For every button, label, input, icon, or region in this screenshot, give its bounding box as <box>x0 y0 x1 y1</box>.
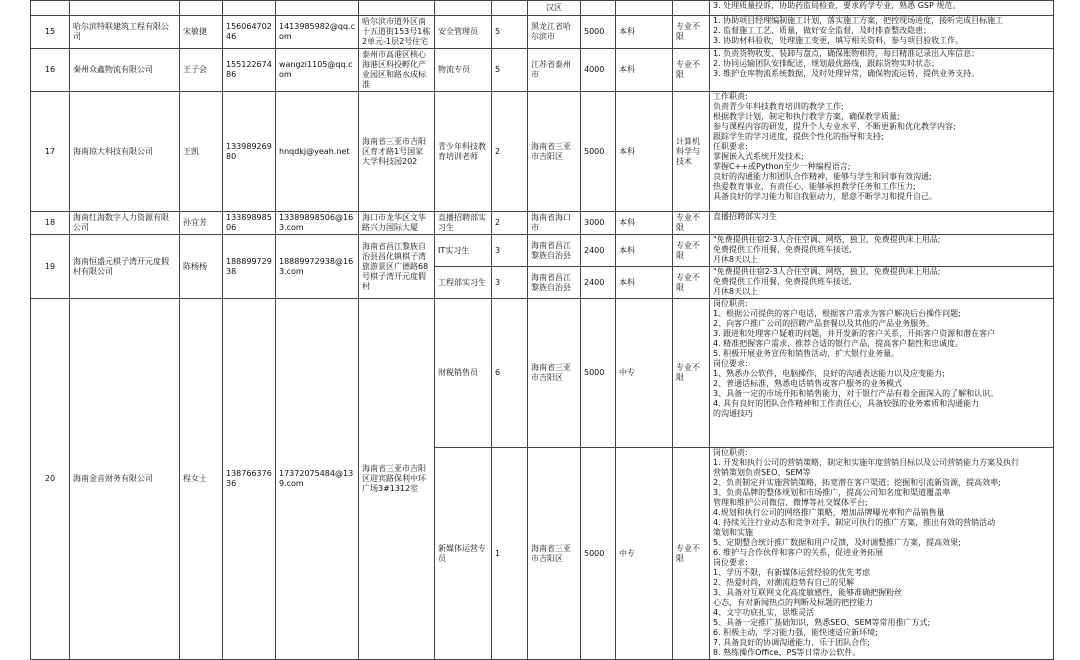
salary: 5000 <box>581 299 616 448</box>
position-count: 2 <box>492 92 528 212</box>
salary: 2400 <box>581 267 616 299</box>
requirement-line: 掌握嵌入式系统开发技术; <box>713 152 804 161</box>
major: 专业不限 <box>673 49 710 92</box>
requirement-line: 岗位职责: <box>713 448 748 457</box>
requirement-line: 免费提供工作用餐，免费提供班车接送, <box>713 245 852 254</box>
major: 专业不限 <box>673 16 710 49</box>
requirements-text <box>713 299 1050 419</box>
requirement-line: 4、文字功底扎实，思维灵活 <box>713 608 815 617</box>
contact-name: 孙宜芳 <box>180 212 223 235</box>
position-title: 物流专员 <box>435 49 492 92</box>
requirement-line: 负责青少年科技教育培训的教学工作; <box>713 102 844 111</box>
work-location: 海南省三亚市吉阳区 <box>528 299 581 448</box>
phone-number: 13398926980 <box>223 92 276 212</box>
company-address: 海口市龙华区文华路兴力国际大厦 <box>359 212 435 235</box>
requirement-line: 3. 维护仓库物流系统数据，及时处理异常，确保物流运转，提供业务支持。 <box>713 69 980 78</box>
requirement-line: 根据教学计划，制定和执行教学方案，确保教学质量; <box>713 112 900 121</box>
requirement-line: 心态，有对新闻热点的判断及标题的把控能力 <box>713 598 873 607</box>
requirements-text <box>713 212 1050 222</box>
requirements-cell <box>710 299 1054 448</box>
table-row-partial <box>31 1 1054 16</box>
company-name: 海南琼大科技有限公司 <box>70 92 180 212</box>
contact-name: 宋敏捷 <box>180 16 223 49</box>
table-row <box>31 212 1054 235</box>
position-title: 新媒体运营专员 <box>435 448 492 660</box>
salary: 4000 <box>581 49 616 92</box>
requirements-cell <box>710 448 1054 660</box>
position-title: 工程部实习生 <box>435 267 492 299</box>
table-row <box>31 235 1054 267</box>
email-address: 18889972938@163.com <box>276 235 359 299</box>
position-count: 5 <box>492 49 528 92</box>
requirements-text <box>713 448 1050 658</box>
requirement-line: 管理和维护公司微信、微博等社交媒体平台; <box>713 498 868 507</box>
position-count: 6 <box>492 299 528 448</box>
salary: 5000 <box>581 92 616 212</box>
requirement-line: 2、热爱时尚，对潮流趋势有自己的见解 <box>713 578 855 587</box>
table-row <box>31 16 1054 49</box>
major: 专业不限 <box>673 235 710 267</box>
major: 专业不限 <box>673 212 710 235</box>
requirements-cell <box>710 1 1054 16</box>
major: 专业不限 <box>673 448 710 660</box>
major: 专业不限 <box>673 299 710 448</box>
salary: 3000 <box>581 212 616 235</box>
requirements-text <box>713 235 1050 265</box>
requirement-line: 营销策划负责SEO、SEM等 <box>713 468 811 477</box>
requirement-line: 5、具备一定推广基础知识，熟悉SEO、SEM等常用推广方式; <box>713 618 931 627</box>
requirement-line: 3、具备对互联网文化高度敏感性，能够准确把握粉丝 <box>713 588 903 597</box>
work-location: 海南省三亚市吉阳区 <box>528 92 581 212</box>
location-cell: 汉区 <box>528 1 581 16</box>
email-address: hnqdkj@yeah.net <box>276 92 359 212</box>
phone-number: 15512267486 <box>223 49 276 92</box>
requirement-line: 1. 负责货物收发、装卸与盘点，确保账物相符，每日精准记录出入库信息； <box>713 49 980 58</box>
requirement-line: 7. 具备良好的协调沟通能力，乐于团队合作; <box>713 638 870 647</box>
requirements-cell <box>710 92 1054 212</box>
requirement-line: 5、定期整合统计推广数据和用户反馈，及时调整推广方案，提高效果; <box>713 538 961 547</box>
requirement-line: 岗位要求: <box>713 359 748 368</box>
company-name: 海南金音财务有限公司 <box>70 299 180 660</box>
requirement-line: 8. 熟练操作Office、PS等日常办公软件。 <box>713 648 861 657</box>
phone-number: 13876637636 <box>223 299 276 660</box>
requirement-line: 3. 处理质量投诉，协助药监局检查，要求药学专业，熟悉 GSP 规范。 <box>713 1 961 10</box>
position-title: IT实习生 <box>435 235 492 267</box>
company-address: 海南省昌江黎族自治县昌化镇棋子湾旅游景区广德路68号棋子湾开元度假村 <box>359 235 435 299</box>
company-address: 海南省三亚市吉阳区迎宾路保利中环广场3#1312室 <box>359 299 435 660</box>
contact-name: 陈杨杨 <box>180 235 223 299</box>
requirements-text <box>713 267 1050 297</box>
requirement-line: "免费提供住宿2-3人合住空调、网络、独卫，免费提供床上用品; <box>713 267 941 276</box>
work-location: 海南省昌江黎族自治县 <box>528 267 581 299</box>
position-count: 3 <box>492 267 528 299</box>
education: 本科 <box>616 92 673 212</box>
education: 中专 <box>616 448 673 660</box>
requirement-line: 3、具备一定的市场开拓和销售能力，对于银行产品有着全面深入的了解和认识。 <box>713 389 999 398</box>
company-name: 秦州众鑫物流有限公司 <box>70 49 180 92</box>
work-location: 江苏省泰州市 <box>528 49 581 92</box>
work-location: 海南省昌江黎族自治县 <box>528 235 581 267</box>
requirement-line: 免费提供工作用餐，免费提供班车接送, <box>713 277 852 286</box>
row-number: 20 <box>31 299 70 660</box>
requirements-text <box>713 1 1050 11</box>
requirement-line: 岗位职责: <box>713 299 748 308</box>
position-count: 2 <box>492 212 528 235</box>
requirement-line: 2. 监督施工工艺、质量，做好安全监督，及时排查整改隐患； <box>713 26 932 35</box>
salary: 5000 <box>581 448 616 660</box>
requirements-text <box>713 16 1050 46</box>
company-address: 哈尔滨市道外区南十五道街153号1栋2单元-1层2号住宅 <box>359 16 435 49</box>
education: 本科 <box>616 49 673 92</box>
row-number: 17 <box>31 92 70 212</box>
requirement-line: 热爱教育事业，有责任心，能够承担教学任务和工作压力; <box>713 182 916 191</box>
requirement-line: 4.规划和执行公司的网络推广策略，增加品牌曝光率和产品销售量 <box>713 508 945 517</box>
requirement-line: 跟踪学生的学习进度，提供个性化的指导和支持; <box>713 132 884 141</box>
salary: 2400 <box>581 235 616 267</box>
requirement-line: 4. 精准把握客户需求，推荐合适的银行产品，提高客户黏性和忠诚度。 <box>713 339 964 348</box>
requirement-line: 6. 维护与合作伙伴和客户的关系，促进业务拓展 <box>713 548 884 557</box>
education: 本科 <box>616 235 673 267</box>
requirement-line: 策划和实施 <box>713 528 753 537</box>
requirement-line: 4. 持续关注行业动态和竞争对手，制定可执行的推广方案，推出有效的营销活动 <box>713 518 996 527</box>
requirement-line: 1、熟悉办公软件，电脑操作，良好的沟通表达能力以及应变能力; <box>713 369 945 378</box>
position-title: 财税销售员 <box>435 299 492 448</box>
table-row <box>31 49 1054 92</box>
requirement-line: 掌握C++或Python至少一种编程语言; <box>713 162 851 171</box>
email-address: 17372075484@139.com <box>276 299 359 660</box>
requirement-line: 4. 具有良好的团队合作精神和工作责任心，具备较强的业务素质和沟通能力 <box>713 399 980 408</box>
major: 计算机科学与技术 <box>673 92 710 212</box>
requirements-text <box>713 49 1050 79</box>
major: 专业不限 <box>673 267 710 299</box>
company-name: 海南红海数字人力资源有限公司 <box>70 212 180 235</box>
requirement-line: 1. 开发和执行公司的营销策略，制定和实施年度营销目标以及公司营销能力方案及执行 <box>713 458 1020 467</box>
requirements-cell <box>710 267 1054 299</box>
requirement-line: 2、负责制定并实施营销策略，拓宽潜在客户渠道；挖掘和引流新资源，提高效率; <box>713 478 1001 487</box>
requirement-line: 任职要求: <box>713 142 748 151</box>
requirement-line: 2. 协同运输团队安排配送，规划最优路线，跟踪货物实时状态； <box>713 59 940 68</box>
contact-name: 程女士 <box>180 299 223 660</box>
salary: 5000 <box>581 16 616 49</box>
recruitment-table <box>30 0 1054 660</box>
requirement-line: 3、负责品牌的整体规划和市场推广，提高公司知名度和渠道覆盖率 <box>713 488 951 497</box>
requirement-line: 3. 协助材料验收，处理施工变更，填写相关资料，参与项目验收工作。 <box>713 36 964 45</box>
contact-name: 王凯 <box>180 92 223 212</box>
row-number: 16 <box>31 49 70 92</box>
requirement-line: 良好的沟通能力和团队合作精神，能够与学生和同事有效沟通; <box>713 172 932 181</box>
education: 中专 <box>616 299 673 448</box>
requirement-line: 6. 积极主动，学习能力强，能快速适应新环境; <box>713 628 878 637</box>
education: 本科 <box>616 212 673 235</box>
phone-number: 13389898506 <box>223 212 276 235</box>
education: 本科 <box>616 16 673 49</box>
requirement-line: 5. 积极开展业务宣传和销售活动，扩大银行业务量。 <box>713 349 900 358</box>
phone-number: 15606470246 <box>223 16 276 49</box>
requirement-line: 具备良好的学习能力和自我驱动力，愿意不断学习和提升自己。 <box>713 192 937 201</box>
requirements-cell <box>710 235 1054 267</box>
requirements-text <box>713 92 1050 202</box>
row-number: 19 <box>31 235 70 299</box>
requirement-line: 工作职责: <box>713 92 748 101</box>
email-address: wangzi1105@qq.com <box>276 49 359 92</box>
requirements-cell <box>710 16 1054 49</box>
requirement-line: 1、学历不限，有新媒体运营经验的优先考虑 <box>713 568 871 577</box>
requirement-line: 2、向客户推广公司的招聘产品套餐以及其他的产品业务服务。 <box>713 319 935 328</box>
requirement-line: 参与课程内容的研发，提升个人专业水平，不断更新和优化教学内容; <box>713 122 956 131</box>
work-location: 黑龙江省哈尔滨市 <box>528 16 581 49</box>
contact-name: 王子会 <box>180 49 223 92</box>
requirement-line: 月休8天以上 <box>713 287 759 296</box>
row-number: 18 <box>31 212 70 235</box>
position-count: 5 <box>492 16 528 49</box>
row-number: 15 <box>31 16 70 49</box>
position-title: 青少年科技教育培训老师 <box>435 92 492 212</box>
position-title: 安全管理员 <box>435 16 492 49</box>
position-count: 3 <box>492 235 528 267</box>
requirement-line: 1. 协助项目经理编制施工计划，落实施工方案，把控现场进度，接听完成目标施工 <box>713 16 1004 25</box>
company-name: 海南恒盛元棋子湾开元度假村有限公司 <box>70 235 180 299</box>
email-address: 13389898506@163.com <box>276 212 359 235</box>
requirement-line: 1、根据公司提供的客户电话，根据客户需求为客户解决后台操作问题; <box>713 309 961 318</box>
position-title: 直播招聘部实习生 <box>435 212 492 235</box>
company-name: 哈尔滨特联建筑工程有限公司 <box>70 16 180 49</box>
work-location: 海南省三亚市吉阳区 <box>528 448 581 660</box>
requirement-line: 2、普通话标准，熟悉电话销售或客户服务的业务模式 <box>713 379 903 388</box>
table-row <box>31 299 1054 448</box>
requirement-line: 月休8天以上 <box>713 255 759 264</box>
requirement-line: 3. 跟进和处理客户疑难的问题，并开发新的客户关系，开拓客户资源和潜在客户 <box>713 329 996 338</box>
position-count: 1 <box>492 448 528 660</box>
requirement-line: "免费提供住宿2-3人合住空调、网络、独卫，免费提供床上用品; <box>713 235 941 244</box>
requirement-line: 岗位要求: <box>713 558 748 567</box>
work-location: 海南省海口市 <box>528 212 581 235</box>
requirements-cell <box>710 49 1054 92</box>
requirement-line: 直播招聘部实习生 <box>713 212 777 221</box>
requirements-cell <box>710 212 1054 235</box>
requirement-line: 的沟通技巧 <box>713 409 753 418</box>
email-address: 1413985982@qq.com <box>276 16 359 49</box>
table-row <box>31 92 1054 212</box>
education: 本科 <box>616 267 673 299</box>
phone-number: 18889972938 <box>223 235 276 299</box>
company-address: 海南省三亚市吉阳区育才路1号国家大学科技园202 <box>359 92 435 212</box>
company-address: 泰州市高港区核心海港区科投孵化产业园区和路水成标准 <box>359 49 435 92</box>
